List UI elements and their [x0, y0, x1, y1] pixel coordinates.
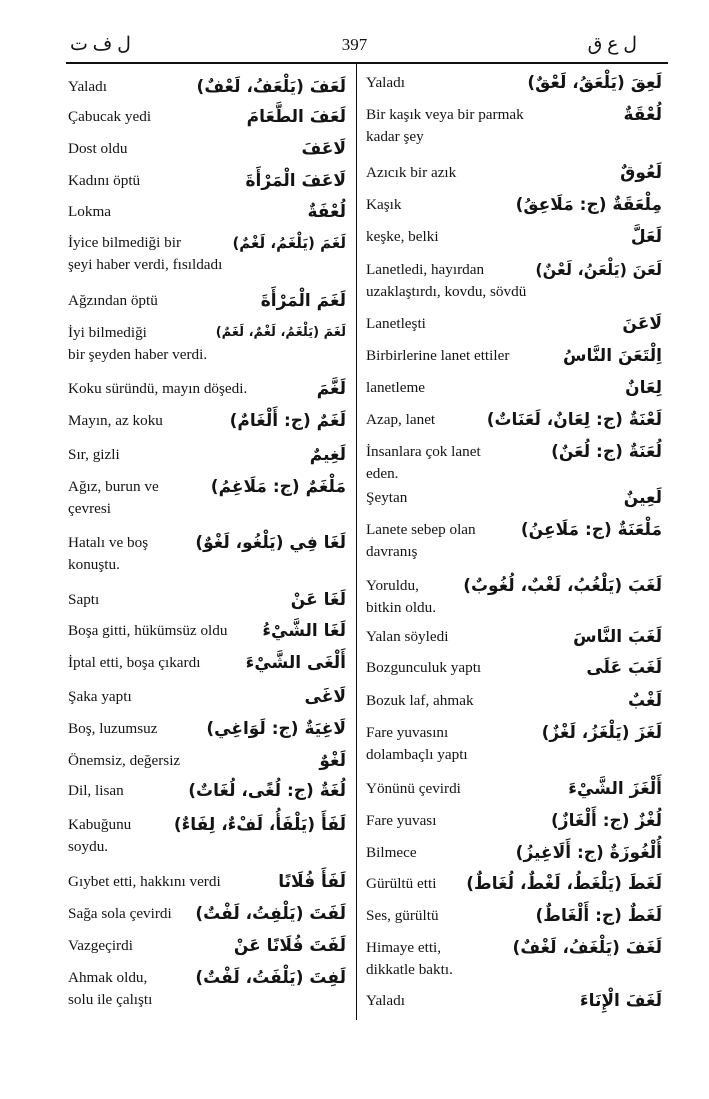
entry-turkish-meaning — [366, 626, 448, 648]
entry-arabic-headword: اِلْتَعَنَ النَّاسُ — [563, 346, 662, 366]
entry-turkish-meaning — [68, 967, 152, 1011]
entry-turkish-meaning — [68, 76, 107, 98]
entry-turkish-meaning — [366, 194, 401, 216]
meaning-line: Dost oldu — [68, 140, 128, 157]
meaning-line: Yalan söyledi — [366, 628, 449, 645]
entry-turkish-meaning — [366, 519, 476, 563]
meaning-line: Yaladı — [366, 992, 405, 1009]
entry-arabic-headword: لَغَمَ (يَلْغَمُ، لَغْمٌ، لَغَمٌ) — [215, 325, 346, 340]
entry-turkish-meaning — [68, 322, 207, 366]
meaning-line: Dil, lisan — [68, 782, 124, 799]
entry-arabic-headword: لَغَا عَنْ — [290, 590, 346, 610]
entry-arabic-headword: لُعْقَةٌ — [623, 105, 662, 125]
meaning-line: Ağız, burun ve — [68, 478, 159, 495]
meaning-line: Bozgunculuk yaptı — [366, 659, 482, 676]
meaning-line: Önemsiz, değersiz — [68, 752, 181, 769]
meaning-line: Saptı — [68, 591, 100, 608]
entry-arabic-headword: لُعَنَةٌ (ج: لُعَنٌ) — [551, 442, 662, 462]
meaning-line: solu ile çalıştı — [68, 991, 153, 1008]
entry-turkish-meaning — [366, 377, 425, 399]
meaning-line: Azıcık bir azık — [366, 164, 457, 181]
meaning-line: Lokma — [68, 203, 112, 220]
entry-arabic-headword: لَعَلَّ — [630, 227, 662, 247]
header-right-letters: ل ع ق — [587, 34, 637, 55]
entry-turkish-meaning — [68, 780, 124, 802]
entry-turkish-meaning — [366, 657, 481, 679]
entry-turkish-meaning — [68, 532, 148, 576]
header-left-letters: ل ف ت — [70, 34, 131, 55]
entry-turkish-meaning — [68, 444, 120, 466]
entry-arabic-headword: لَغِيمٌ — [309, 445, 346, 465]
entry-arabic-headword: لَغَفَ الْإِنَاءَ — [579, 991, 662, 1011]
entry-turkish-meaning — [68, 201, 111, 223]
meaning-line: Lanete sebep olan — [366, 521, 476, 538]
entry-arabic-headword: مَلْغَمٌ (ج: مَلَاغِمُ) — [210, 477, 346, 497]
entry-arabic-headword: لُغْزٌ (ج: أَلْغَازٌ) — [551, 811, 662, 831]
entry-turkish-meaning — [366, 313, 426, 335]
meaning-line: bitkin oldu. — [366, 599, 437, 616]
entry-arabic-headword: لَاعَنَ — [622, 314, 662, 334]
entry-arabic-headword: لَعِقَ (يَلْعَقُ، لَعْقٌ) — [527, 73, 662, 93]
entry-turkish-meaning — [68, 410, 163, 432]
meaning-line: İyice bilmediği bir — [68, 234, 182, 251]
entry-arabic-headword: لَفَأَ فُلَانًا — [278, 872, 346, 892]
entry-turkish-meaning — [366, 104, 524, 148]
entry-arabic-headword: لَفِتَ (يَلْفَتُ، لَفْتٌ) — [195, 968, 346, 988]
entry-turkish-meaning — [68, 718, 157, 740]
entry-arabic-headword: لَغَبَ (يَلْغُبُ، لَغْبٌ، لُغُوبٌ) — [463, 576, 662, 596]
meaning-line: konuştu. — [68, 556, 120, 573]
entry-arabic-headword: لِعَانٌ — [625, 378, 662, 398]
meaning-line: dolambaçlı yaptı — [366, 746, 468, 763]
meaning-line: Kaşık — [366, 196, 402, 213]
meaning-line: Boş, luzumsuz — [68, 720, 158, 737]
entry-arabic-headword: لَغَبَ عَلَى — [586, 658, 662, 678]
meaning-line: lanetleme — [366, 379, 426, 396]
entry-turkish-meaning — [68, 378, 247, 400]
meaning-line: Sağa sola çevirdi — [68, 905, 172, 922]
entry-arabic-headword: لَغَمَ الْمَرْأَةَ — [260, 291, 346, 311]
entry-turkish-meaning — [68, 814, 131, 858]
entry-arabic-headword: لَغْبٌ — [628, 691, 662, 711]
meaning-line: Boşa gitti, hükümsüz oldu — [68, 622, 228, 639]
meaning-line: Bozuk laf, ahmak — [366, 692, 474, 709]
entry-turkish-meaning — [366, 937, 453, 981]
meaning-line: eden. — [366, 465, 399, 482]
entry-arabic-headword: مَلْعَنَةٌ (ج: مَلَاعِنُ) — [520, 520, 662, 540]
entry-arabic-headword: لَغَمٌ (ج: أَلْغَامٌ) — [229, 411, 346, 431]
entry-arabic-headword: لَغَا فِي (يَلْغُو، لَغْوٌ) — [195, 533, 346, 553]
meaning-line: Gıybet etti, hakkını verdi — [68, 873, 221, 890]
entry-turkish-meaning — [366, 842, 417, 864]
meaning-line: Fare yuvasını — [366, 724, 449, 741]
entry-arabic-headword: لَغَطَ (يَلْغَطُ، لَغْطٌ، لُغَاطٌ) — [466, 874, 662, 894]
meaning-line: Şaka yaptı — [68, 688, 132, 705]
entry-arabic-headword: أُلْغُوزَةٌ (ج: أَلَاغِيزُ) — [515, 843, 662, 863]
meaning-line: davranış — [366, 543, 418, 560]
entry-arabic-headword: لَاعَفَ الْمَرْأَةَ — [245, 171, 346, 191]
meaning-line: Çabucak yedi — [68, 108, 152, 125]
entry-arabic-headword: لَعُوقٌ — [620, 163, 662, 183]
entry-arabic-headword: أَلْغَزَ الشَّيْءَ — [568, 779, 662, 799]
meaning-line: Hatalı ve boş — [68, 534, 149, 551]
entry-arabic-headword: لَعَفَ الطَّعَامَ — [246, 107, 346, 127]
meaning-line: Vazgeçirdi — [68, 937, 133, 954]
entry-turkish-meaning — [68, 620, 227, 642]
meaning-line: Ağzından öptü — [68, 292, 158, 309]
meaning-line: Lanetledi, hayırdan — [366, 261, 485, 278]
entry-arabic-headword: مِلْعَقَةٌ (ج: مَلَاعِقُ) — [515, 195, 662, 215]
entry-turkish-meaning — [366, 575, 436, 619]
page-number: 397 — [341, 35, 368, 54]
meaning-line: Yaladı — [366, 74, 405, 91]
meaning-line: kadar şey — [366, 128, 424, 145]
meaning-line: Bir kaşık veya bir parmak — [366, 106, 524, 123]
entry-arabic-headword: لَاعَفَ — [301, 139, 346, 159]
column-divider — [356, 64, 357, 1020]
meaning-line: Sır, gizli — [68, 446, 120, 463]
meaning-line: Himaye etti, — [366, 939, 442, 956]
entry-turkish-meaning — [68, 106, 151, 128]
entry-turkish-meaning — [68, 652, 200, 674]
entry-turkish-meaning — [366, 690, 474, 712]
meaning-line: soydu. — [68, 838, 109, 855]
meaning-line: çevresi — [68, 500, 112, 517]
header-rule — [66, 62, 668, 64]
meaning-line: bir şeyden haber verdi. — [68, 346, 208, 363]
meaning-line: İnsanlara çok lanet — [366, 443, 481, 460]
meaning-line: Mayın, az koku — [68, 412, 163, 429]
meaning-line: Şeytan — [366, 489, 408, 506]
entry-turkish-meaning — [366, 487, 407, 509]
entry-arabic-headword: لَغْوٌ — [319, 751, 346, 771]
entry-turkish-meaning — [68, 170, 140, 192]
entry-turkish-meaning — [68, 232, 222, 276]
meaning-line: Bilmece — [366, 844, 417, 861]
meaning-line: Kadını öptü — [68, 172, 141, 189]
entry-turkish-meaning — [366, 72, 405, 94]
entry-turkish-meaning — [366, 990, 405, 1012]
entry-turkish-meaning — [366, 873, 436, 895]
entry-arabic-headword: لَغَطٌ (ج: أَلْغَاطٌ) — [535, 906, 662, 926]
entry-turkish-meaning — [366, 905, 439, 927]
entry-arabic-headword: لُغَةٌ (ج: لُغًى، لُغَاتٌ) — [188, 781, 346, 801]
entry-arabic-headword: لَغَا الشَّيْءُ — [262, 621, 346, 641]
entry-arabic-headword: لَعَفَ (يَلْعَفُ، لَعْفٌ) — [196, 77, 346, 97]
entry-arabic-headword: لَعْنَةٌ (ج: لِعَانٌ، لَعَنَاتٌ) — [486, 410, 662, 430]
meaning-line: Lanetleşti — [366, 315, 426, 332]
meaning-line: Gürültü etti — [366, 875, 437, 892]
entry-turkish-meaning — [366, 259, 526, 303]
entry-arabic-headword: لَغَبَ النَّاسَ — [573, 627, 662, 647]
meaning-line: Ahmak oldu, — [68, 969, 148, 986]
meaning-line: Birbirlerine lanet ettiler — [366, 347, 510, 364]
entry-turkish-meaning — [68, 750, 180, 772]
entry-arabic-headword: لَاغَى — [304, 687, 346, 707]
entry-arabic-headword: لُعْفَةٌ — [307, 202, 346, 222]
meaning-line: Yaladı — [68, 78, 107, 95]
meaning-line: uzaklaştırdı, kovdu, sövdü — [366, 283, 527, 300]
entry-arabic-headword: أَلْغَى الشَّيْءَ — [245, 653, 346, 673]
entry-turkish-meaning — [366, 810, 436, 832]
entry-turkish-meaning — [68, 686, 132, 708]
meaning-line: Kabuğunu — [68, 816, 132, 833]
entry-arabic-headword: لَغَزَ (يَلْغَزُ، لَغْزٌ) — [541, 723, 662, 743]
meaning-line: İyi bilmediği — [68, 324, 147, 341]
entry-turkish-meaning — [68, 903, 172, 925]
entry-turkish-meaning — [68, 138, 128, 160]
entry-arabic-headword: لَاغِيَةٌ (ج: لَوَاغِي) — [206, 719, 346, 739]
meaning-line: Koku süründü, mayın döşedi. — [68, 380, 248, 397]
entry-turkish-meaning — [366, 226, 439, 248]
entry-arabic-headword: لَفَأَ (يَلْفَأُ، لَفْءٌ، لِفَاءٌ) — [173, 815, 346, 835]
entry-turkish-meaning — [68, 290, 158, 312]
entry-turkish-meaning — [366, 409, 435, 431]
entry-turkish-meaning — [68, 871, 221, 893]
meaning-line: Azap, lanet — [366, 411, 436, 428]
entry-arabic-headword: لَغَفَ (يَلْغَفُ، لَغْفٌ) — [512, 938, 662, 958]
meaning-line: dikkatle baktı. — [366, 961, 453, 978]
meaning-line: Ses, gürültü — [366, 907, 439, 924]
entry-arabic-headword: لَفَتَ (يَلْفِتُ، لَفْتٌ) — [195, 904, 346, 924]
entry-turkish-meaning — [68, 589, 99, 611]
entry-arabic-headword: لَغَّمَ — [316, 379, 346, 399]
entry-turkish-meaning — [366, 441, 481, 485]
entry-turkish-meaning — [366, 162, 456, 184]
entry-arabic-headword: لَفَتَ فُلَانًا عَنْ — [233, 936, 346, 956]
meaning-line: İptal etti, boşa çıkardı — [68, 654, 201, 671]
entry-turkish-meaning — [366, 778, 461, 800]
meaning-line: keşke, belki — [366, 228, 439, 245]
entry-turkish-meaning — [366, 722, 468, 766]
entry-turkish-meaning — [68, 935, 133, 957]
entry-turkish-meaning — [68, 476, 159, 520]
entry-arabic-headword: لَعِينٌ — [623, 488, 662, 508]
meaning-line: Fare yuvası — [366, 812, 437, 829]
entry-turkish-meaning — [366, 345, 509, 367]
meaning-line: Yönünü çevirdi — [366, 780, 461, 797]
meaning-line: şeyi haber verdi, fısıldadı — [68, 256, 223, 273]
entry-arabic-headword: لَعَنَ (يَلْعَنُ، لَعْنٌ) — [535, 260, 662, 279]
meaning-line: Yoruldu, — [366, 577, 419, 594]
entry-arabic-headword: لَغَمَ (يَلْغَمُ، لَغْمٌ) — [232, 234, 346, 252]
